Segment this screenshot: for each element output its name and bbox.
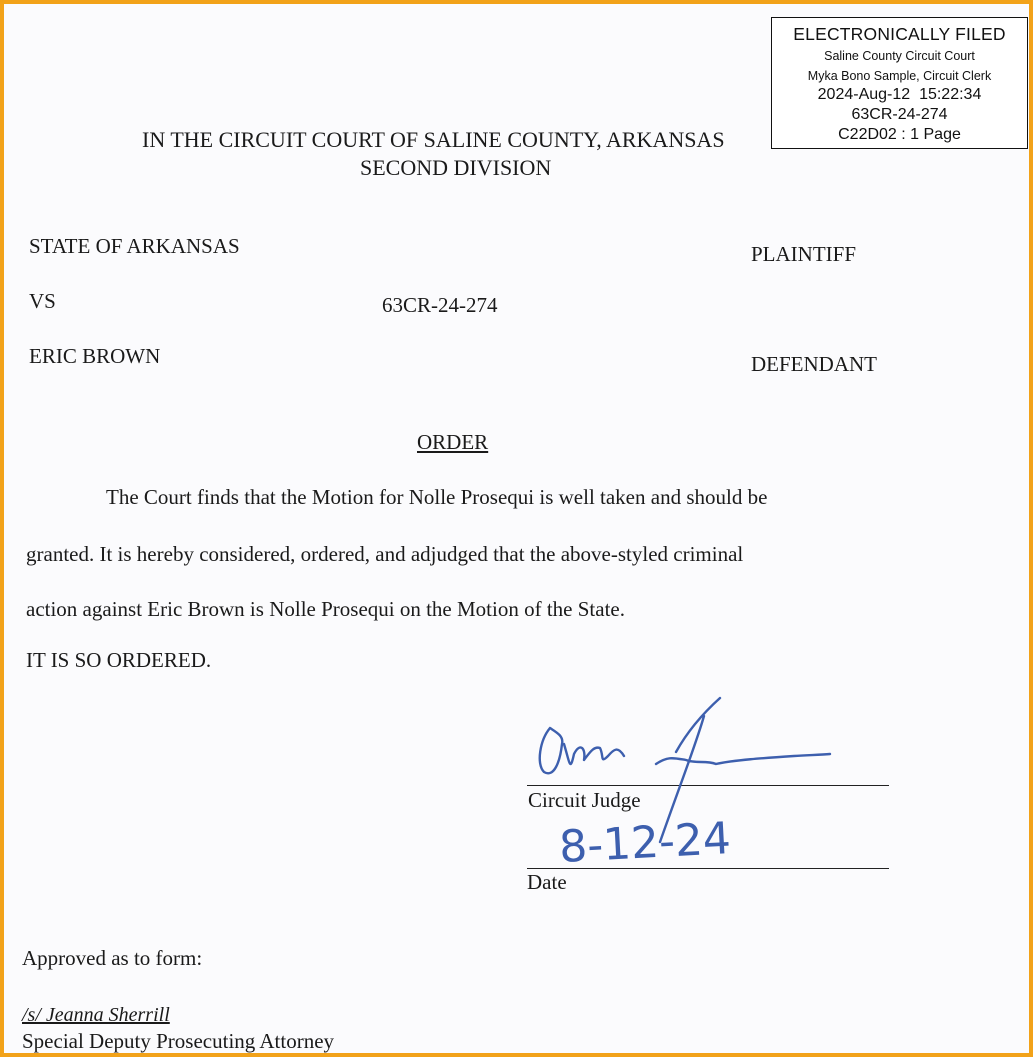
approval-title: Special Deputy Prosecuting Attorney — [22, 1029, 335, 1053]
order-closing: IT IS SO ORDERED. — [26, 648, 212, 672]
approval-label: Approved as to form: — [22, 946, 203, 970]
versus: VS — [29, 289, 56, 313]
order-line-3: action against Eric Brown is Nolle Prosequi on the Motion of the State. — [26, 597, 625, 621]
approval-signature: /s/ Jeanna Sherrill — [22, 1004, 170, 1026]
division-heading: SECOND DIVISION — [360, 155, 552, 180]
stamp-title: ELECTRONICALLY FILED — [793, 24, 1006, 44]
stamp-pages: C22D02 : 1 Page — [838, 126, 961, 143]
handwritten-ink-overlay — [4, 4, 1029, 1053]
order-title: ORDER — [417, 430, 489, 454]
stamp-case-number: 63CR-24-274 — [851, 106, 948, 123]
plaintiff-role: PLAINTIFF — [751, 242, 857, 266]
plaintiff-name: STATE OF ARKANSAS — [29, 234, 240, 258]
order-line-2: granted. It is hereby considered, ordered, and adjudged that the above-styled criminal — [26, 542, 744, 566]
date-label: Date — [527, 870, 567, 894]
order-line-1: The Court finds that the Motion for Nolle Prosequi is well taken and should be — [106, 485, 768, 509]
court-heading: IN THE CIRCUIT COURT OF SALINE COUNTY, ARKANSAS — [142, 127, 725, 152]
judge-label: Circuit Judge — [528, 788, 641, 812]
handwritten-date: 8-12-24 — [557, 813, 733, 873]
stamp-clerk: Myka Bono Sample, Circuit Clerk — [807, 69, 992, 83]
stamp-datetime: 2024-Aug-12 15:22:34 — [817, 86, 982, 103]
case-number: 63CR-24-274 — [382, 293, 498, 317]
defendant-name: ERIC BROWN — [29, 344, 161, 368]
defendant-role: DEFENDANT — [751, 352, 877, 376]
stamp-court: Saline County Circuit Court — [824, 49, 975, 63]
